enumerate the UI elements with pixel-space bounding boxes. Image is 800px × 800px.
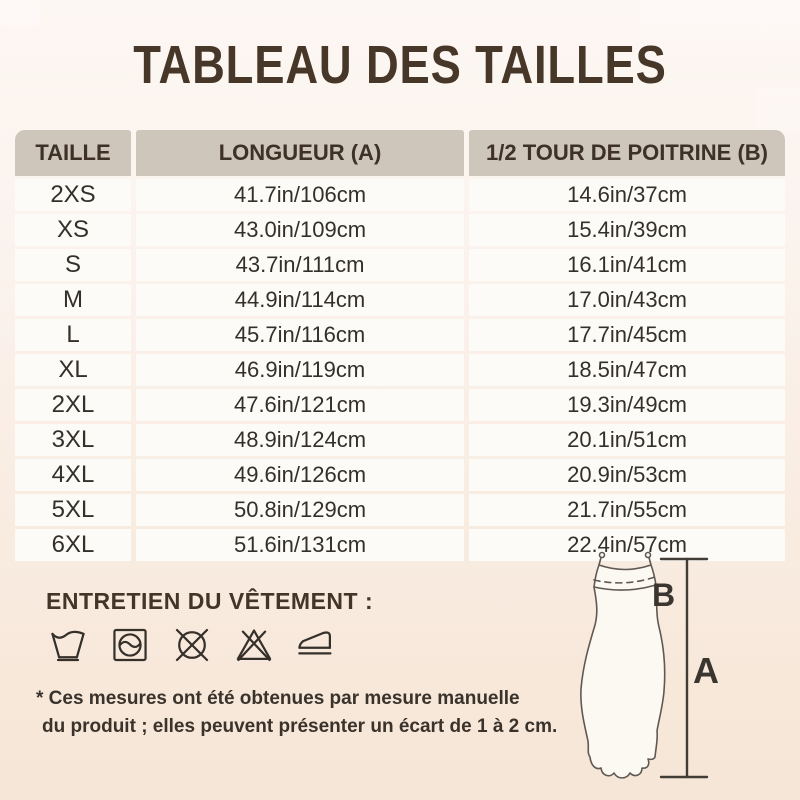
background-texture: [755, 88, 800, 130]
chest-cell: 17.0in/43cm: [469, 284, 785, 316]
chest-cell: 16.1in/41cm: [469, 249, 785, 281]
length-cell: 46.9in/119cm: [136, 354, 464, 386]
do-not-bleach-icon: [234, 625, 274, 665]
size-cell: 4XL: [15, 459, 131, 491]
do-not-dry-clean-icon: [172, 625, 212, 665]
size-cell: 6XL: [15, 529, 131, 561]
length-cell: 50.8in/129cm: [136, 494, 464, 526]
size-cell: 2XL: [15, 389, 131, 421]
chest-cell: 17.7in/45cm: [469, 319, 785, 351]
table-row: [15, 354, 785, 386]
table-row: [15, 249, 785, 281]
chest-cell: 20.9in/53cm: [469, 459, 785, 491]
col-header-poitrine: 1/2 TOUR DE POITRINE (B): [469, 130, 785, 176]
header-row: [15, 130, 785, 176]
footnote-line-1: * Ces mesures ont été obtenues par mesure manuelle: [36, 688, 520, 709]
size-cell: XL: [15, 354, 131, 386]
footnote-line-2: du produit ; elles peuvent présenter un écart de 1 à 2 cm.: [42, 716, 558, 737]
length-cell: 43.7in/111cm: [136, 249, 464, 281]
size-table-header: [15, 130, 785, 176]
size-cell: 3XL: [15, 424, 131, 456]
right-strap-loop: [646, 553, 651, 558]
chest-cell: 21.7in/55cm: [469, 494, 785, 526]
page-title: TABLEAU DES TAILLES: [133, 35, 667, 95]
size-cell: 2XS: [15, 179, 131, 211]
chest-cell: 20.1in/51cm: [469, 424, 785, 456]
size-cell: L: [15, 319, 131, 351]
length-cell: 51.6in/131cm: [136, 529, 464, 561]
col-header-longueur: LONGUEUR (A): [136, 130, 464, 176]
machine-wash-drum-icon: [110, 625, 150, 665]
col-header-taille: TAILLE: [15, 130, 131, 176]
length-cell: 49.6in/126cm: [136, 459, 464, 491]
table-row: [15, 494, 785, 526]
care-heading: ENTRETIEN DU VÊTEMENT :: [46, 588, 374, 614]
size-table-body: [15, 179, 785, 561]
chest-cell: 22.4in/57cm: [469, 529, 785, 561]
label-a: A: [693, 650, 719, 691]
size-cell: S: [15, 249, 131, 281]
length-cell: 41.7in/106cm: [136, 179, 464, 211]
garment-diagram: [540, 543, 800, 800]
table-row: [15, 424, 785, 456]
wash-tub-icon: [48, 625, 88, 665]
left-strap-loop: [600, 553, 605, 558]
background-texture: [0, 0, 40, 26]
length-cell: 45.7in/116cm: [136, 319, 464, 351]
care-icons-row: [48, 625, 336, 665]
size-cell: XS: [15, 214, 131, 246]
length-cell: 44.9in/114cm: [136, 284, 464, 316]
length-cell: 48.9in/124cm: [136, 424, 464, 456]
table-row: [15, 179, 785, 211]
table-row: [15, 319, 785, 351]
size-cell: M: [15, 284, 131, 316]
iron-icon: [296, 625, 336, 665]
table-row: [15, 389, 785, 421]
size-cell: 5XL: [15, 494, 131, 526]
table-row: [15, 459, 785, 491]
table-row: [15, 284, 785, 316]
chest-cell: 18.5in/47cm: [469, 354, 785, 386]
chest-cell: 14.6in/37cm: [469, 179, 785, 211]
size-table: [10, 127, 790, 564]
right-strap: [649, 558, 651, 566]
label-b: B: [652, 577, 676, 613]
length-cell: 47.6in/121cm: [136, 389, 464, 421]
left-strap: [599, 558, 601, 566]
measurement-footnote: [36, 685, 556, 741]
chest-cell: 19.3in/49cm: [469, 389, 785, 421]
chest-cell: 15.4in/39cm: [469, 214, 785, 246]
table-row: [15, 214, 785, 246]
length-cell: 43.0in/109cm: [136, 214, 464, 246]
